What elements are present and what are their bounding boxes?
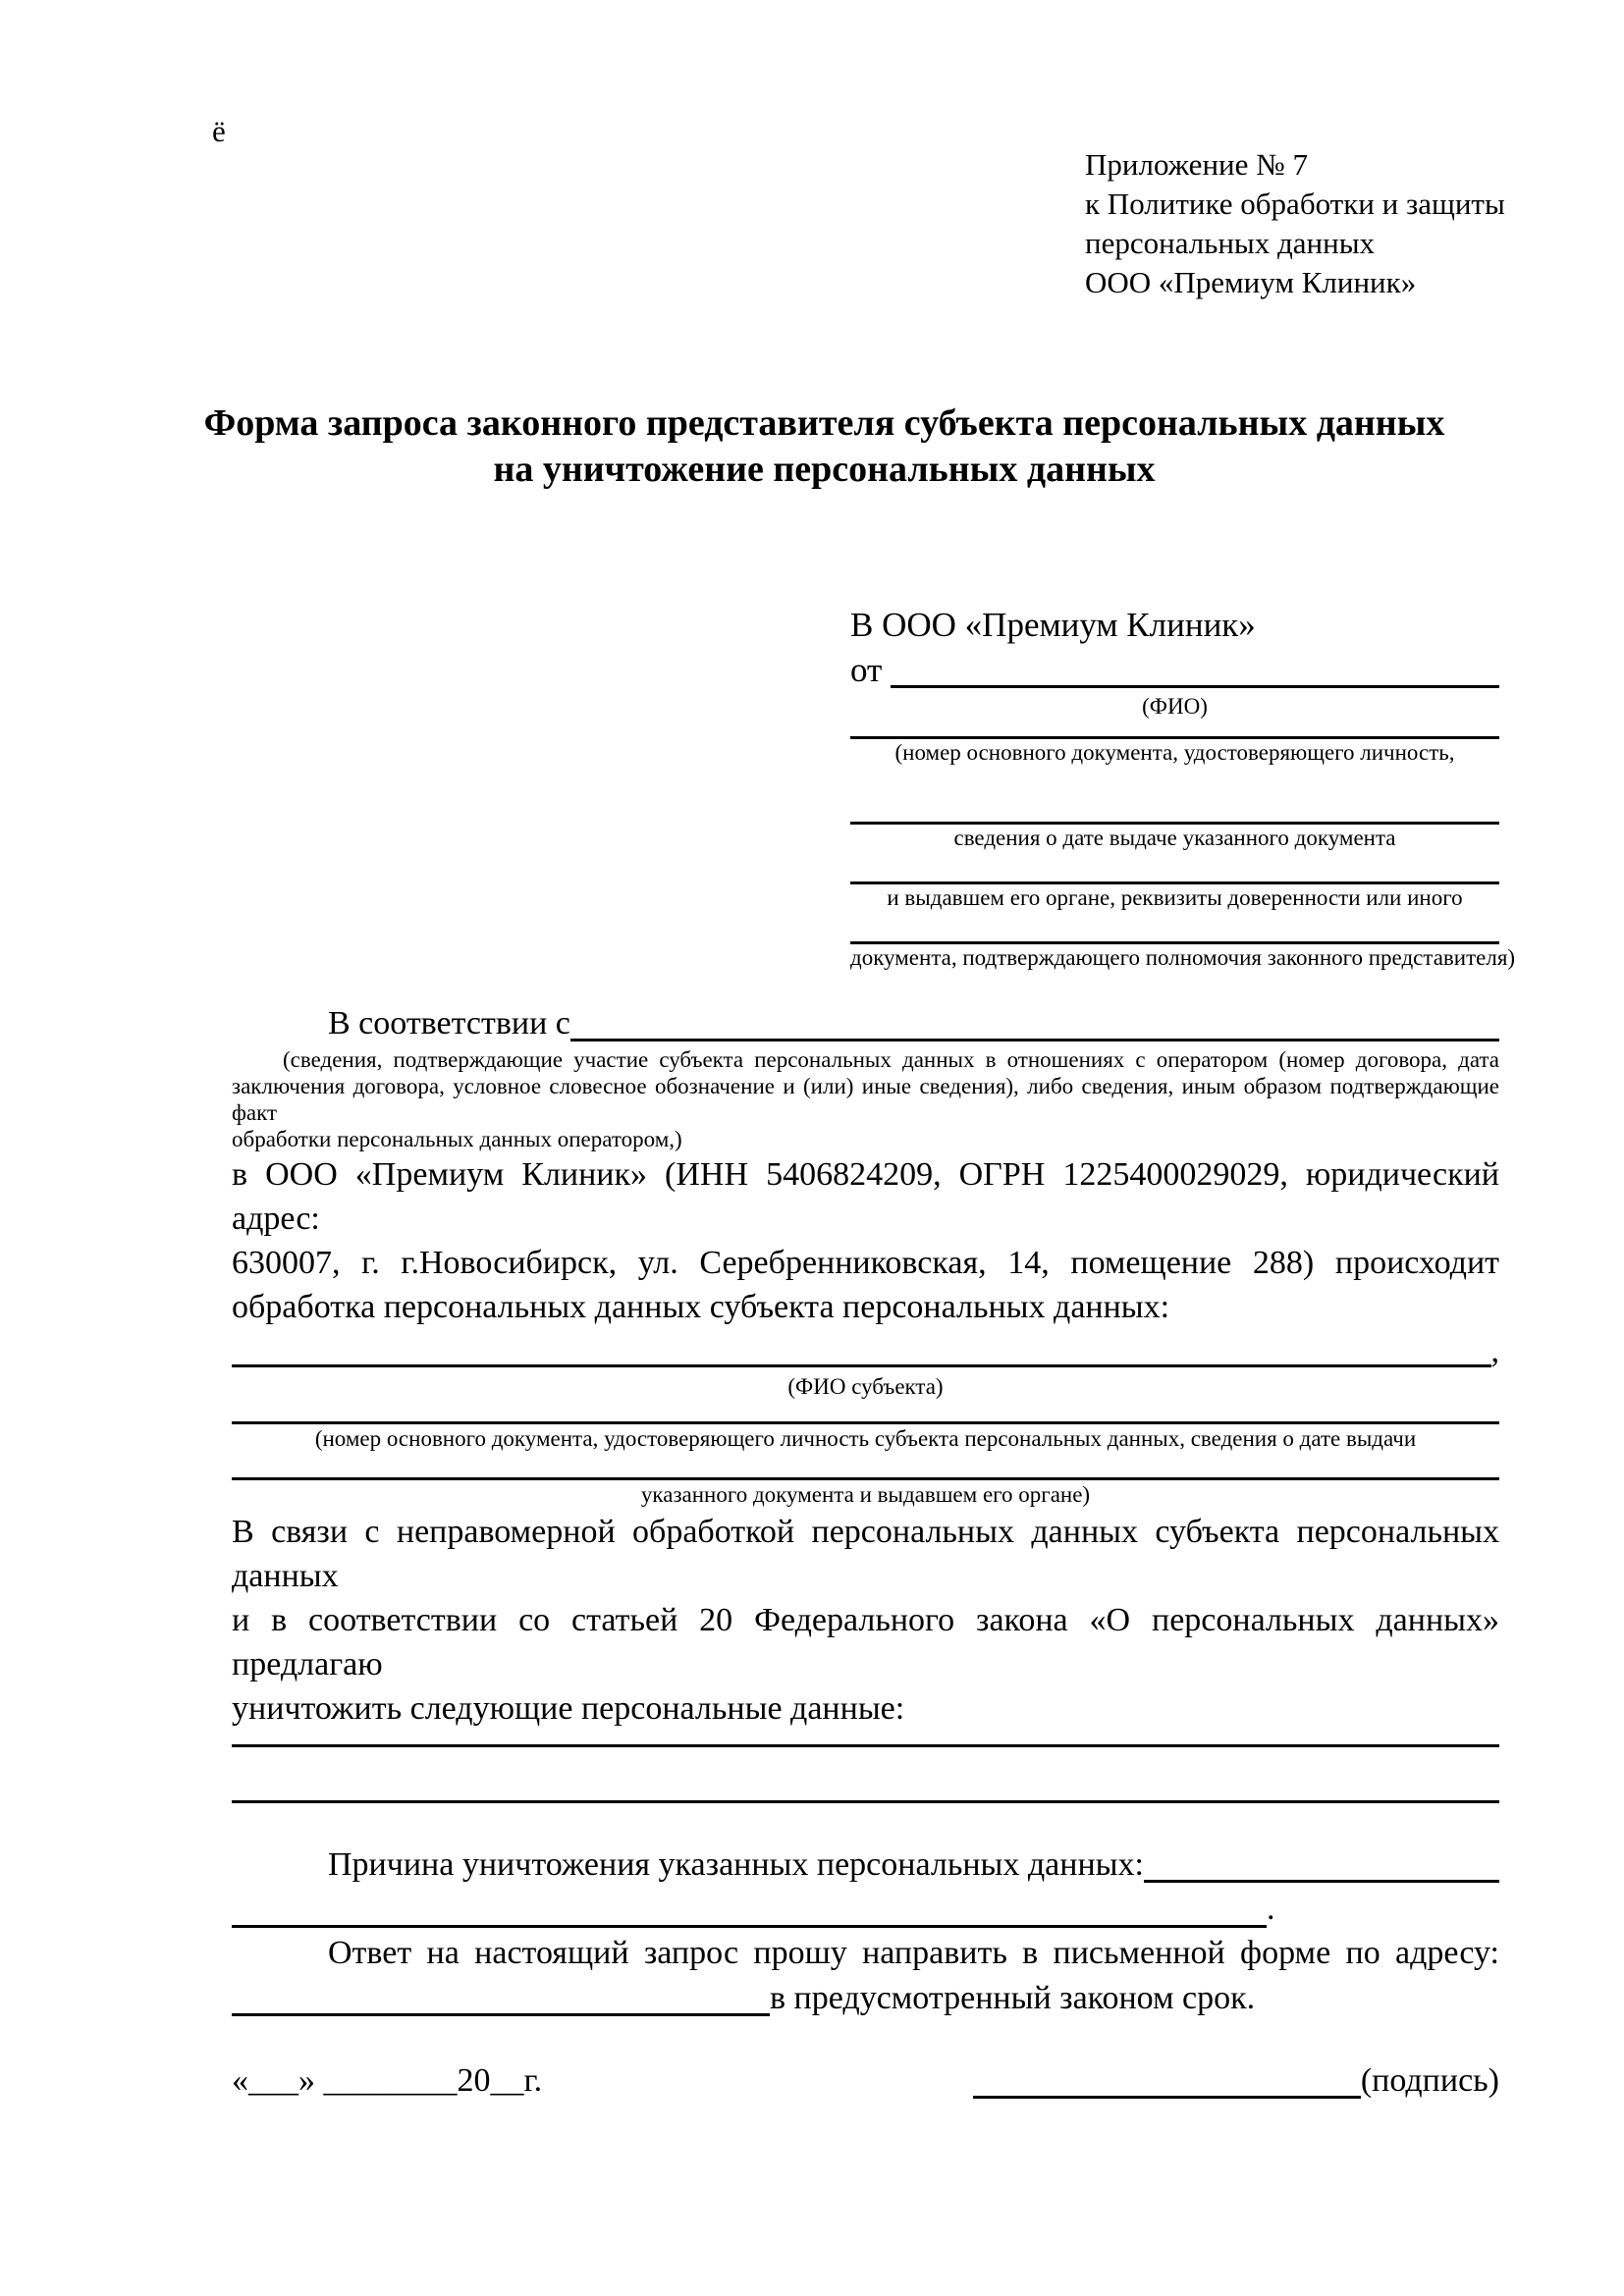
answer-tail: в предусмотренный законом срок. [770, 1980, 1256, 2016]
corner-line: к Политике обработки и защиты [1085, 187, 1505, 221]
blank-line-reason [232, 1888, 1267, 1928]
unlawful-line: и в соответствии со статьей 20 Федерального закона «О персональных данных» предлагаю [232, 1602, 1499, 1682]
accordance-blank-line [570, 996, 1499, 1041]
corner-line: ООО «Премиум Клиник» [1085, 265, 1417, 299]
operator-line: 630007, г. г.Новосибирск, ул. Серебренниковская, 14, помещение 288) происходит [232, 1245, 1499, 1281]
accordance-note [232, 1046, 1499, 1152]
operator-line: обработка персональных данных субъекта персональных данных: [232, 1289, 1170, 1325]
field-caption: сведения о дате выдаче указанного документа [953, 826, 1396, 850]
field-caption: и выдавшем его органе, реквизиты доверенности или иного [887, 885, 1463, 910]
operator-line: в ООО «Премиум Клиник» (ИНН 5406824209, ОГРН 1225400029029, юридический адрес: [232, 1156, 1499, 1237]
stray-char: ё [212, 114, 226, 148]
subject-doc-caption-2: указанного документа и выдавшем его органе) [640, 1482, 1091, 1507]
fio-caption: (ФИО) [1142, 694, 1208, 719]
title-line-1: Форма запроса законного представителя субъекта персональных данных [203, 402, 1445, 444]
answer-row-2 [232, 1976, 1499, 2021]
note-line: заключения договора, условное словесное обозначение и (или) иные сведения), либо сведения, иным образом подтверждающие факт [232, 1074, 1499, 1125]
blank-line-data-to-destroy-1 [232, 1744, 1499, 1747]
unlawful-paragraph [232, 1510, 1499, 1731]
reason-blank-line [1144, 1838, 1499, 1883]
period: . [1267, 1891, 1275, 1927]
subject-fio-caption: (ФИО субъекта) [787, 1374, 944, 1399]
accordance-lead: В соответствии с [328, 1005, 570, 1041]
corner-line: Приложение № 7 [1085, 147, 1308, 182]
unlawful-line: уничтожить следующие персональные данные: [232, 1690, 905, 1727]
note-line: (сведения, подтверждающие участие субъекта персональных данных в отношениях с оператором (номер договора, дата [283, 1047, 1499, 1072]
reason-lead: Причина уничтожения указанных персональных данных: [328, 1846, 1144, 1883]
blank-line-subject-fio [232, 1326, 1491, 1367]
note-line: обработки персональных данных оператором,) [232, 1127, 682, 1151]
field-caption: документа, подтверждающего полномочия законного представителя) [850, 945, 1516, 970]
addressee-block [850, 603, 1516, 972]
field-caption: (номер основного документа, удостоверяющего личность, [894, 740, 1455, 765]
subject-fio-row [232, 1331, 1499, 1372]
addressee-org: В ООО «Премиум Клиник» [850, 606, 1256, 644]
unlawful-line: В связи с неправомерной обработкой персональных данных субъекта персональных данных [232, 1514, 1499, 1594]
document-content [203, 0, 1516, 2104]
blank-line-address [232, 1976, 770, 2016]
from-row [850, 648, 1499, 693]
signature-block [973, 2058, 1499, 2104]
signature-caption: (подпись) [1360, 2062, 1499, 2099]
subject-comma: , [1490, 1333, 1499, 1369]
from-label: от [850, 651, 892, 689]
document-body [232, 1001, 1499, 2104]
from-blank-line [891, 643, 1499, 688]
operator-paragraph [232, 1152, 1499, 1329]
date-template: «___» ________20__г. [232, 2062, 543, 2099]
blank-line-signature [973, 2058, 1361, 2099]
subject-doc-caption-1: (номер основного документа, удостоверяющего личность субъекта персональных данных, сведения о дате выдачи [314, 1426, 1417, 1451]
document-title [190, 0, 1458, 493]
blank-line-data-to-destroy-2 [232, 1800, 1499, 1803]
answer-line-1: Ответ на настоящий запрос прошу направить в письменной форме по адресу: [328, 1935, 1499, 1971]
footer-row [232, 2058, 1499, 2104]
accordance-row [232, 1001, 1499, 1046]
reason-row [232, 1842, 1499, 1888]
corner-line: персональных данных [1085, 226, 1376, 260]
reason-continuation-row [232, 1888, 1499, 1931]
title-line-2: на уничтожение персональных данных [493, 449, 1156, 490]
